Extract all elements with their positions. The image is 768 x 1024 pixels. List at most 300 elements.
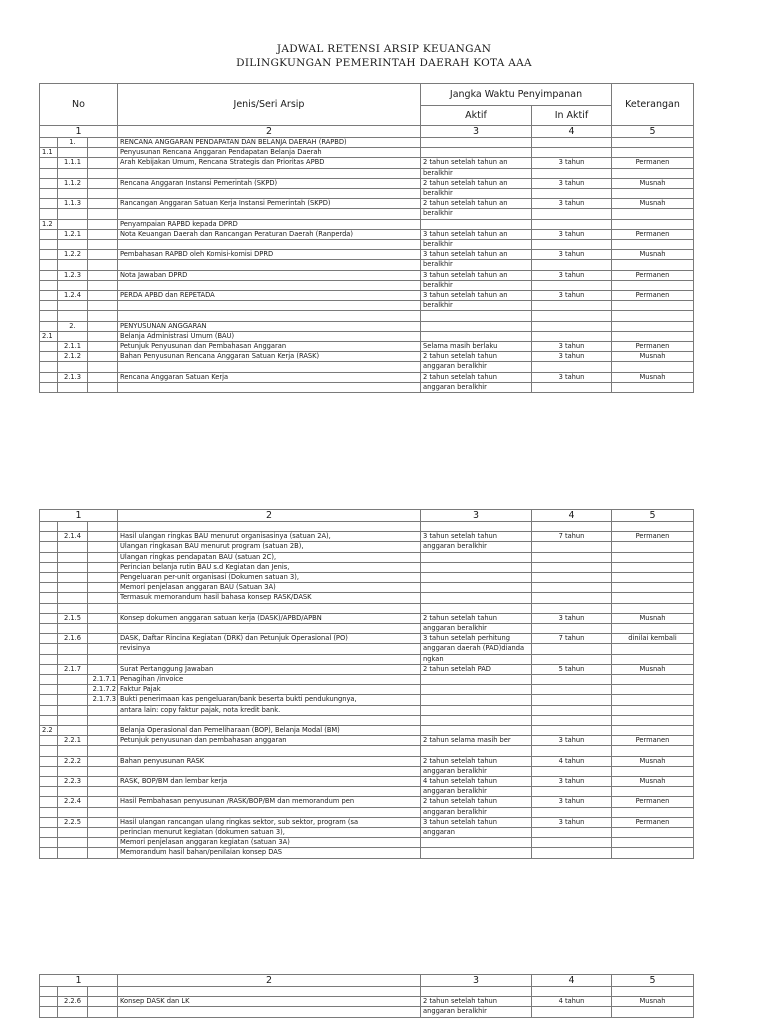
keterangan-cell (612, 219, 694, 229)
section-no-cell (40, 583, 58, 593)
item-no-cell (58, 189, 88, 199)
subitem-no-cell (88, 787, 118, 797)
section-no-cell (40, 644, 58, 654)
section-no-cell (40, 270, 58, 280)
jenis-arsip-cell: Nota Keuangan Daerah dan Rancangan Peraturan Daerah (Ranperda) (118, 229, 421, 239)
inaktif-cell (532, 644, 612, 654)
keterangan-cell: Permanen (612, 158, 694, 168)
keterangan-cell (612, 189, 694, 199)
item-no-cell (58, 522, 88, 532)
aktif-cell (421, 148, 532, 158)
aktif-cell (421, 726, 532, 736)
table-row (40, 532, 694, 542)
aktif-cell (421, 675, 532, 685)
aktif-cell (421, 695, 532, 705)
item-no-cell: 2. (58, 321, 88, 331)
aktif-cell: beralkhir (421, 301, 532, 311)
table-row (40, 634, 694, 644)
aktif-cell (421, 746, 532, 756)
table-row (40, 270, 694, 280)
subitem-no-cell (88, 705, 118, 715)
jenis-arsip-cell: Rancangan Anggaran Satuan Kerja Instansi Pemerintah (SKPD) (118, 199, 421, 209)
section-no-cell (40, 746, 58, 756)
colnum-4: 4 (532, 126, 612, 138)
item-no-cell (58, 362, 88, 372)
section-no-cell (40, 562, 58, 572)
colnum-1: 1 (40, 510, 118, 522)
table-row (40, 178, 694, 188)
jenis-arsip-cell: antara lain: copy faktur pajak, nota kredit bank. (118, 705, 421, 715)
jenis-arsip-cell (118, 280, 421, 290)
subitem-no-cell (88, 634, 118, 644)
aktif-cell: 2 tahun setelah PAD (421, 664, 532, 674)
aktif-cell (421, 705, 532, 715)
colnum-4: 4 (532, 975, 612, 987)
section-no-cell (40, 1007, 58, 1017)
keterangan-cell: Permanen (612, 817, 694, 827)
inaktif-cell (532, 654, 612, 664)
subitem-no-cell (88, 817, 118, 827)
colnum-1: 1 (40, 126, 118, 138)
jenis-arsip-cell: Bukti penerimaan kas pengeluaran/bank beserta bukti pendukungnya, (118, 695, 421, 705)
aktif-cell: 2 tahun setelah tahun (421, 352, 532, 362)
keterangan-cell: Musnah (612, 178, 694, 188)
inaktif-cell (532, 148, 612, 158)
subitem-no-cell (88, 189, 118, 199)
keterangan-cell: Musnah (612, 199, 694, 209)
subitem-no-cell (88, 583, 118, 593)
subitem-no-cell (88, 158, 118, 168)
table-row (40, 311, 694, 321)
item-no-cell: 2.1.5 (58, 613, 88, 623)
aktif-cell: beralkhir (421, 168, 532, 178)
aktif-cell: 3 tahun setelah tahun an (421, 270, 532, 280)
jenis-arsip-cell: Arah Kebijakan Umum, Rencana Strategis dan Prioritas APBD (118, 158, 421, 168)
section-no-cell (40, 321, 58, 331)
inaktif-cell (532, 583, 612, 593)
section-no-cell (40, 229, 58, 239)
keterangan-cell (612, 715, 694, 725)
subitem-no-cell (88, 777, 118, 787)
aktif-cell (421, 685, 532, 695)
keterangan-cell: Permanen (612, 797, 694, 807)
aktif-cell: 2 tahun setelah tahun an (421, 158, 532, 168)
jenis-arsip-cell: DASK, Daftar Rincina Kegiatan (DRK) dan Petunjuk Operasional (PO) (118, 634, 421, 644)
jenis-arsip-cell (118, 1007, 421, 1017)
aktif-cell (421, 715, 532, 725)
subitem-no-cell (88, 522, 118, 532)
subitem-no-cell (88, 736, 118, 746)
inaktif-cell: 4 tahun (532, 997, 612, 1007)
section-no-cell (40, 654, 58, 664)
item-no-cell: 1. (58, 138, 88, 148)
table-row (40, 260, 694, 270)
aktif-cell: beralkhir (421, 189, 532, 199)
table-row (40, 219, 694, 229)
item-no-cell (58, 331, 88, 341)
inaktif-cell: 3 tahun (532, 777, 612, 787)
aktif-cell: 2 tahun setelah tahun (421, 756, 532, 766)
item-no-cell (58, 552, 88, 562)
section-no-cell (40, 603, 58, 613)
keterangan-cell (612, 644, 694, 654)
keterangan-cell (612, 321, 694, 331)
jenis-arsip-cell (118, 715, 421, 725)
section-no-cell (40, 552, 58, 562)
aktif-cell (421, 331, 532, 341)
section-no-cell (40, 766, 58, 776)
keterangan-cell (612, 209, 694, 219)
keterangan-cell (612, 828, 694, 838)
aktif-cell (421, 583, 532, 593)
table-row (40, 613, 694, 623)
item-no-cell (58, 695, 88, 705)
keterangan-cell (612, 695, 694, 705)
item-no-cell: 2.2.2 (58, 756, 88, 766)
item-no-cell: 1.1.1 (58, 158, 88, 168)
subitem-no-cell (88, 321, 118, 331)
section-no-cell (40, 168, 58, 178)
keterangan-cell: Permanen (612, 532, 694, 542)
keterangan-cell (612, 301, 694, 311)
jenis-arsip-cell (118, 807, 421, 817)
keterangan-cell (612, 705, 694, 715)
section-no-cell (40, 756, 58, 766)
inaktif-cell (532, 311, 612, 321)
table-row (40, 624, 694, 634)
table-row (40, 562, 694, 572)
subitem-no-cell (88, 240, 118, 250)
subitem-no-cell (88, 311, 118, 321)
subitem-no-cell (88, 828, 118, 838)
keterangan-cell (612, 746, 694, 756)
item-no-cell (58, 715, 88, 725)
keterangan-cell: Musnah (612, 777, 694, 787)
subitem-no-cell (88, 838, 118, 848)
keterangan-cell (612, 787, 694, 797)
subitem-no-cell (88, 382, 118, 392)
retention-table-1 (39, 83, 694, 393)
table-row (40, 240, 694, 250)
table-row (40, 199, 694, 209)
table-row (40, 675, 694, 685)
jenis-arsip-cell (118, 168, 421, 178)
aktif-cell: anggaran beralkhir (421, 624, 532, 634)
inaktif-cell (532, 573, 612, 583)
jenis-arsip-cell: Petunjuk Penyusunan dan Pembahasan Anggaran (118, 342, 421, 352)
keterangan-cell (612, 848, 694, 858)
section-no-cell (40, 372, 58, 382)
table-row (40, 229, 694, 239)
section-no-cell (40, 199, 58, 209)
jenis-arsip-cell: Pembahasan RAPBD oleh Komisi-komisi DPRD (118, 250, 421, 260)
item-no-cell (58, 603, 88, 613)
jenis-arsip-cell: Surat Pertanggung Jawaban (118, 664, 421, 674)
keterangan-cell: Permanen (612, 270, 694, 280)
aktif-cell (421, 311, 532, 321)
keterangan-cell: Permanen (612, 736, 694, 746)
header-jenis: Jenis/Seri Arsip (118, 84, 421, 126)
subitem-no-cell (88, 148, 118, 158)
table-row (40, 715, 694, 725)
keterangan-cell: Permanen (612, 342, 694, 352)
section-no-cell (40, 352, 58, 362)
section-no-cell (40, 593, 58, 603)
jenis-arsip-cell: Termasuk memorandum hasil bahasa konsep RASK/DASK (118, 593, 421, 603)
colnum-3: 3 (421, 510, 532, 522)
subitem-no-cell (88, 372, 118, 382)
inaktif-cell (532, 987, 612, 997)
aktif-cell: 2 tahun setelah tahun (421, 372, 532, 382)
subitem-no-cell (88, 664, 118, 674)
inaktif-cell (532, 321, 612, 331)
keterangan-cell (612, 260, 694, 270)
subitem-no-cell (88, 362, 118, 372)
inaktif-cell (532, 301, 612, 311)
keterangan-cell (612, 726, 694, 736)
jenis-arsip-cell: Faktur Pajak (118, 685, 421, 695)
header-keterangan: Keterangan (612, 84, 694, 126)
keterangan-cell (612, 675, 694, 685)
item-no-cell (58, 807, 88, 817)
jenis-arsip-cell: Konsep DASK dan LK (118, 997, 421, 1007)
jenis-arsip-cell: Hasil Pembahasan penyusunan /RASK/BOP/BM dan memorandum pen (118, 797, 421, 807)
jenis-arsip-cell: Hasil ulangan rancangan ulang ringkas sektor, sub sektor, program (sa (118, 817, 421, 827)
jenis-arsip-cell (118, 382, 421, 392)
inaktif-cell (532, 838, 612, 848)
jenis-arsip-cell: Rencana Anggaran Instansi Pemerintah (SKPD) (118, 178, 421, 188)
keterangan-cell (612, 593, 694, 603)
table-row (40, 695, 694, 705)
aktif-cell (421, 219, 532, 229)
jenis-arsip-cell: Penyusunan Rencana Anggaran Pendapatan Belanja Daerah (118, 148, 421, 158)
aktif-cell: 3 tahun setelah tahun an (421, 250, 532, 260)
aktif-cell (421, 573, 532, 583)
keterangan-cell: Permanen (612, 229, 694, 239)
keterangan-cell (612, 766, 694, 776)
item-no-cell (58, 766, 88, 776)
jenis-arsip-cell (118, 522, 421, 532)
item-no-cell: 2.1.4 (58, 532, 88, 542)
colnum-5: 5 (612, 126, 694, 138)
item-no-cell (58, 593, 88, 603)
table-row (40, 838, 694, 848)
section-no-cell (40, 250, 58, 260)
aktif-cell: 3 tahun setelah tahun an (421, 291, 532, 301)
table-row (40, 280, 694, 290)
aktif-cell: 2 tahun setelah tahun (421, 797, 532, 807)
subitem-no-cell (88, 291, 118, 301)
table-row (40, 654, 694, 664)
colnum-5: 5 (612, 975, 694, 987)
aktif-cell: 3 tahun setelah tahun (421, 817, 532, 827)
aktif-cell: 3 tahun setelah tahun an (421, 229, 532, 239)
jenis-arsip-cell (118, 362, 421, 372)
keterangan-cell (612, 603, 694, 613)
table-row (40, 209, 694, 219)
item-no-cell (58, 301, 88, 311)
keterangan-cell (612, 168, 694, 178)
retention-table-3 (39, 974, 694, 1018)
aktif-cell (421, 848, 532, 858)
jenis-arsip-cell: Memorandum hasil bahan/penilaian konsep DAS (118, 848, 421, 858)
item-no-cell (58, 583, 88, 593)
subitem-no-cell (88, 280, 118, 290)
table-row (40, 1007, 694, 1017)
subitem-no-cell (88, 219, 118, 229)
item-no-cell (58, 219, 88, 229)
keterangan-cell (612, 552, 694, 562)
aktif-cell: beralkhir (421, 280, 532, 290)
jenis-arsip-cell (118, 624, 421, 634)
colnum-2: 2 (118, 510, 421, 522)
subitem-no-cell (88, 848, 118, 858)
jenis-arsip-cell: perincian menurut kegiatan (dokumen satuan 3), (118, 828, 421, 838)
keterangan-cell (612, 562, 694, 572)
inaktif-cell (532, 1007, 612, 1017)
aktif-cell: 2 tahun setelah tahun (421, 997, 532, 1007)
table-row (40, 301, 694, 311)
aktif-cell: beralkhir (421, 240, 532, 250)
table-row (40, 583, 694, 593)
subitem-no-cell (88, 654, 118, 664)
jenis-arsip-cell: Ulangan ringkas pendapatan BAU (satuan 2C), (118, 552, 421, 562)
inaktif-cell: 3 tahun (532, 352, 612, 362)
subitem-no-cell (88, 552, 118, 562)
item-no-cell: 2.1.6 (58, 634, 88, 644)
keterangan-cell (612, 148, 694, 158)
section-no-cell (40, 613, 58, 623)
section-no-cell (40, 342, 58, 352)
inaktif-cell (532, 219, 612, 229)
jenis-arsip-cell (118, 189, 421, 199)
subitem-no-cell (88, 573, 118, 583)
item-no-cell (58, 987, 88, 997)
subitem-no-cell (88, 301, 118, 311)
table-row (40, 362, 694, 372)
jenis-arsip-cell (118, 311, 421, 321)
jenis-arsip-cell: Memori penjelasan anggaran kegiatan (satuan 3A) (118, 838, 421, 848)
section-no-cell (40, 987, 58, 997)
aktif-cell: 2 tahun setelah tahun (421, 613, 532, 623)
inaktif-cell (532, 766, 612, 776)
inaktif-cell (532, 848, 612, 858)
keterangan-cell (612, 331, 694, 341)
aktif-cell: anggaran beralkhir (421, 766, 532, 776)
table-row (40, 148, 694, 158)
item-no-cell: 1.2.4 (58, 291, 88, 301)
section-no-cell (40, 777, 58, 787)
section-no-cell (40, 787, 58, 797)
table-row (40, 848, 694, 858)
aktif-cell (421, 562, 532, 572)
subitem-no-cell: 2.1.7.3 (88, 695, 118, 705)
jenis-arsip-cell: Petunjuk penyusunan dan pembahasan anggaran (118, 736, 421, 746)
inaktif-cell (532, 280, 612, 290)
aktif-cell (421, 987, 532, 997)
keterangan-cell (612, 542, 694, 552)
keterangan-cell: Permanen (612, 291, 694, 301)
section-no-cell: 2.2 (40, 726, 58, 736)
aktif-cell: anggaran beralkhir (421, 362, 532, 372)
inaktif-cell (532, 603, 612, 613)
inaktif-cell (532, 542, 612, 552)
aktif-cell: 4 tahun setelah tahun (421, 777, 532, 787)
section-no-cell (40, 997, 58, 1007)
section-no-cell: 1.1 (40, 148, 58, 158)
subitem-no-cell (88, 603, 118, 613)
table-row (40, 997, 694, 1007)
item-no-cell: 2.2.5 (58, 817, 88, 827)
keterangan-cell: Musnah (612, 664, 694, 674)
inaktif-cell: 3 tahun (532, 178, 612, 188)
section-no-cell (40, 178, 58, 188)
inaktif-cell: 3 tahun (532, 342, 612, 352)
jenis-arsip-cell (118, 746, 421, 756)
inaktif-cell: 3 tahun (532, 199, 612, 209)
subitem-no-cell (88, 987, 118, 997)
inaktif-cell (532, 209, 612, 219)
jenis-arsip-cell: RASK, BOP/BM dan lembar kerja (118, 777, 421, 787)
item-no-cell (58, 654, 88, 664)
item-no-cell (58, 573, 88, 583)
jenis-arsip-cell: Perincian belanja rutin BAU s.d Kegiatan dan Jenis, (118, 562, 421, 572)
aktif-cell (421, 838, 532, 848)
keterangan-cell (612, 240, 694, 250)
inaktif-cell: 4 tahun (532, 756, 612, 766)
subitem-no-cell (88, 766, 118, 776)
item-no-cell (58, 1007, 88, 1017)
item-no-cell: 1.1.3 (58, 199, 88, 209)
inaktif-cell (532, 240, 612, 250)
subitem-no-cell: 2.1.7.2 (88, 685, 118, 695)
aktif-cell: 2 tahun selama masih ber (421, 736, 532, 746)
item-no-cell (58, 787, 88, 797)
subitem-no-cell (88, 199, 118, 209)
item-no-cell: 2.2.6 (58, 997, 88, 1007)
keterangan-cell (612, 807, 694, 817)
jenis-arsip-cell: Belanja Operasional dan Pemeliharaan (BOP), Belanja Modal (BM) (118, 726, 421, 736)
table-row (40, 138, 694, 148)
subitem-no-cell (88, 260, 118, 270)
jenis-arsip-cell (118, 240, 421, 250)
section-no-cell (40, 522, 58, 532)
subitem-no-cell (88, 352, 118, 362)
jenis-arsip-cell (118, 987, 421, 997)
table-row (40, 593, 694, 603)
subitem-no-cell (88, 138, 118, 148)
section-no-cell (40, 532, 58, 542)
aktif-cell (421, 603, 532, 613)
table-row (40, 664, 694, 674)
aktif-cell: anggaran (421, 828, 532, 838)
section-no-cell (40, 685, 58, 695)
colnum-3: 3 (421, 126, 532, 138)
item-no-cell: 1.2.2 (58, 250, 88, 260)
keterangan-cell (612, 362, 694, 372)
section-no-cell (40, 705, 58, 715)
item-no-cell (58, 624, 88, 634)
table-row (40, 168, 694, 178)
section-no-cell (40, 291, 58, 301)
jenis-arsip-cell: Hasil ulangan ringkas BAU menurut organisasinya (satuan 2A), (118, 532, 421, 542)
inaktif-cell: 3 tahun (532, 736, 612, 746)
table-row (40, 746, 694, 756)
item-no-cell (58, 705, 88, 715)
table-row (40, 817, 694, 827)
inaktif-cell (532, 828, 612, 838)
inaktif-cell (532, 685, 612, 695)
